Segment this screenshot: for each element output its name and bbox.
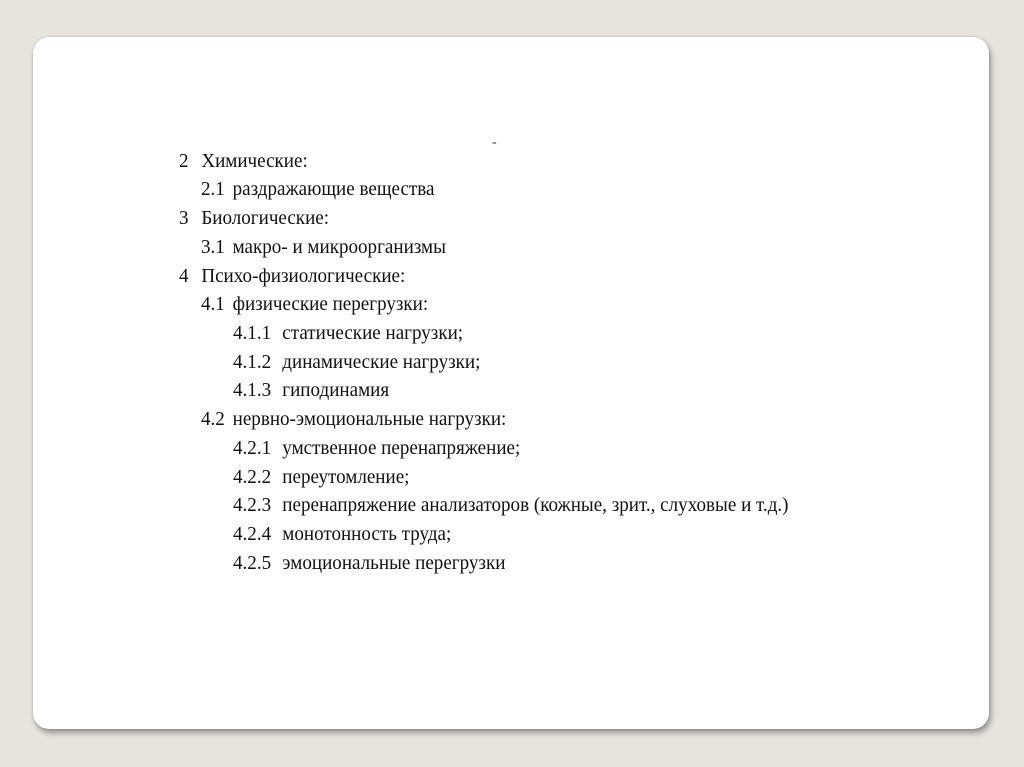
outline-text: Биологические: <box>201 207 330 229</box>
outline-number: 4.1.3 <box>233 379 272 401</box>
outline-item-3 <box>179 206 329 230</box>
outline-item-4 <box>179 264 405 288</box>
outline-item-4-1-2 <box>233 350 480 374</box>
outline-number: 4.2.2 <box>233 466 272 488</box>
outline-number: 4.2.3 <box>233 494 272 516</box>
outline-text: Психо-физиологические: <box>201 265 406 287</box>
outline-item-4-2-1 <box>233 436 520 460</box>
outline-text: переутомление; <box>282 466 410 488</box>
outline-item-3-1 <box>201 235 446 259</box>
outline-number: 3.1 <box>201 236 225 258</box>
outline-item-2-1 <box>201 177 434 201</box>
outline-number: 4.2.1 <box>233 437 272 459</box>
outline-number: 4.1.1 <box>233 322 272 344</box>
outline-number: 4.2.5 <box>233 552 272 574</box>
outline-text: эмоциональные перегрузки <box>282 552 506 574</box>
outline-text: Химические: <box>201 150 308 172</box>
outline-number: 3 <box>179 207 189 229</box>
outline-item-4-2-4 <box>233 522 451 546</box>
outline-item-4-1-1 <box>233 321 463 345</box>
outline-text: нервно-эмоциональные нагрузки: <box>232 408 507 430</box>
outline-item-4-1 <box>201 292 428 316</box>
outline-text: физические перегрузки: <box>232 293 429 315</box>
outline-item-4-1-3 <box>233 378 389 402</box>
outline-item-4-2-5 <box>233 551 505 575</box>
outline-text: умственное перенапряжение; <box>282 437 521 459</box>
outline-text: раздражающие вещества <box>232 178 435 200</box>
outline-item-2 <box>179 149 308 173</box>
outline-number: 4.1 <box>201 293 225 315</box>
outline-item-4-2 <box>201 407 506 431</box>
outline-number: 4.2 <box>201 408 225 430</box>
outline-text: макро- и микроорганизмы <box>232 236 446 258</box>
outline-number: 2.1 <box>201 178 225 200</box>
dash-mark: - <box>492 135 497 150</box>
outline-number: 4.1.2 <box>233 351 272 373</box>
outline-item-4-2-2 <box>233 465 409 489</box>
outline-number: 2 <box>179 150 189 172</box>
outline-text: статические нагрузки; <box>282 322 464 344</box>
outline-text: динамические нагрузки; <box>282 351 481 373</box>
outline-text: гиподинамия <box>282 379 390 401</box>
outline-number: 4 <box>179 265 189 287</box>
outline-text: перенапряжение анализаторов (кожные, зрит., слуховые и т.д.) <box>282 494 789 516</box>
outline-number: 4.2.4 <box>233 523 272 545</box>
outline-item-4-2-3 <box>233 493 789 517</box>
outline-text: монотонность труда; <box>282 523 452 545</box>
